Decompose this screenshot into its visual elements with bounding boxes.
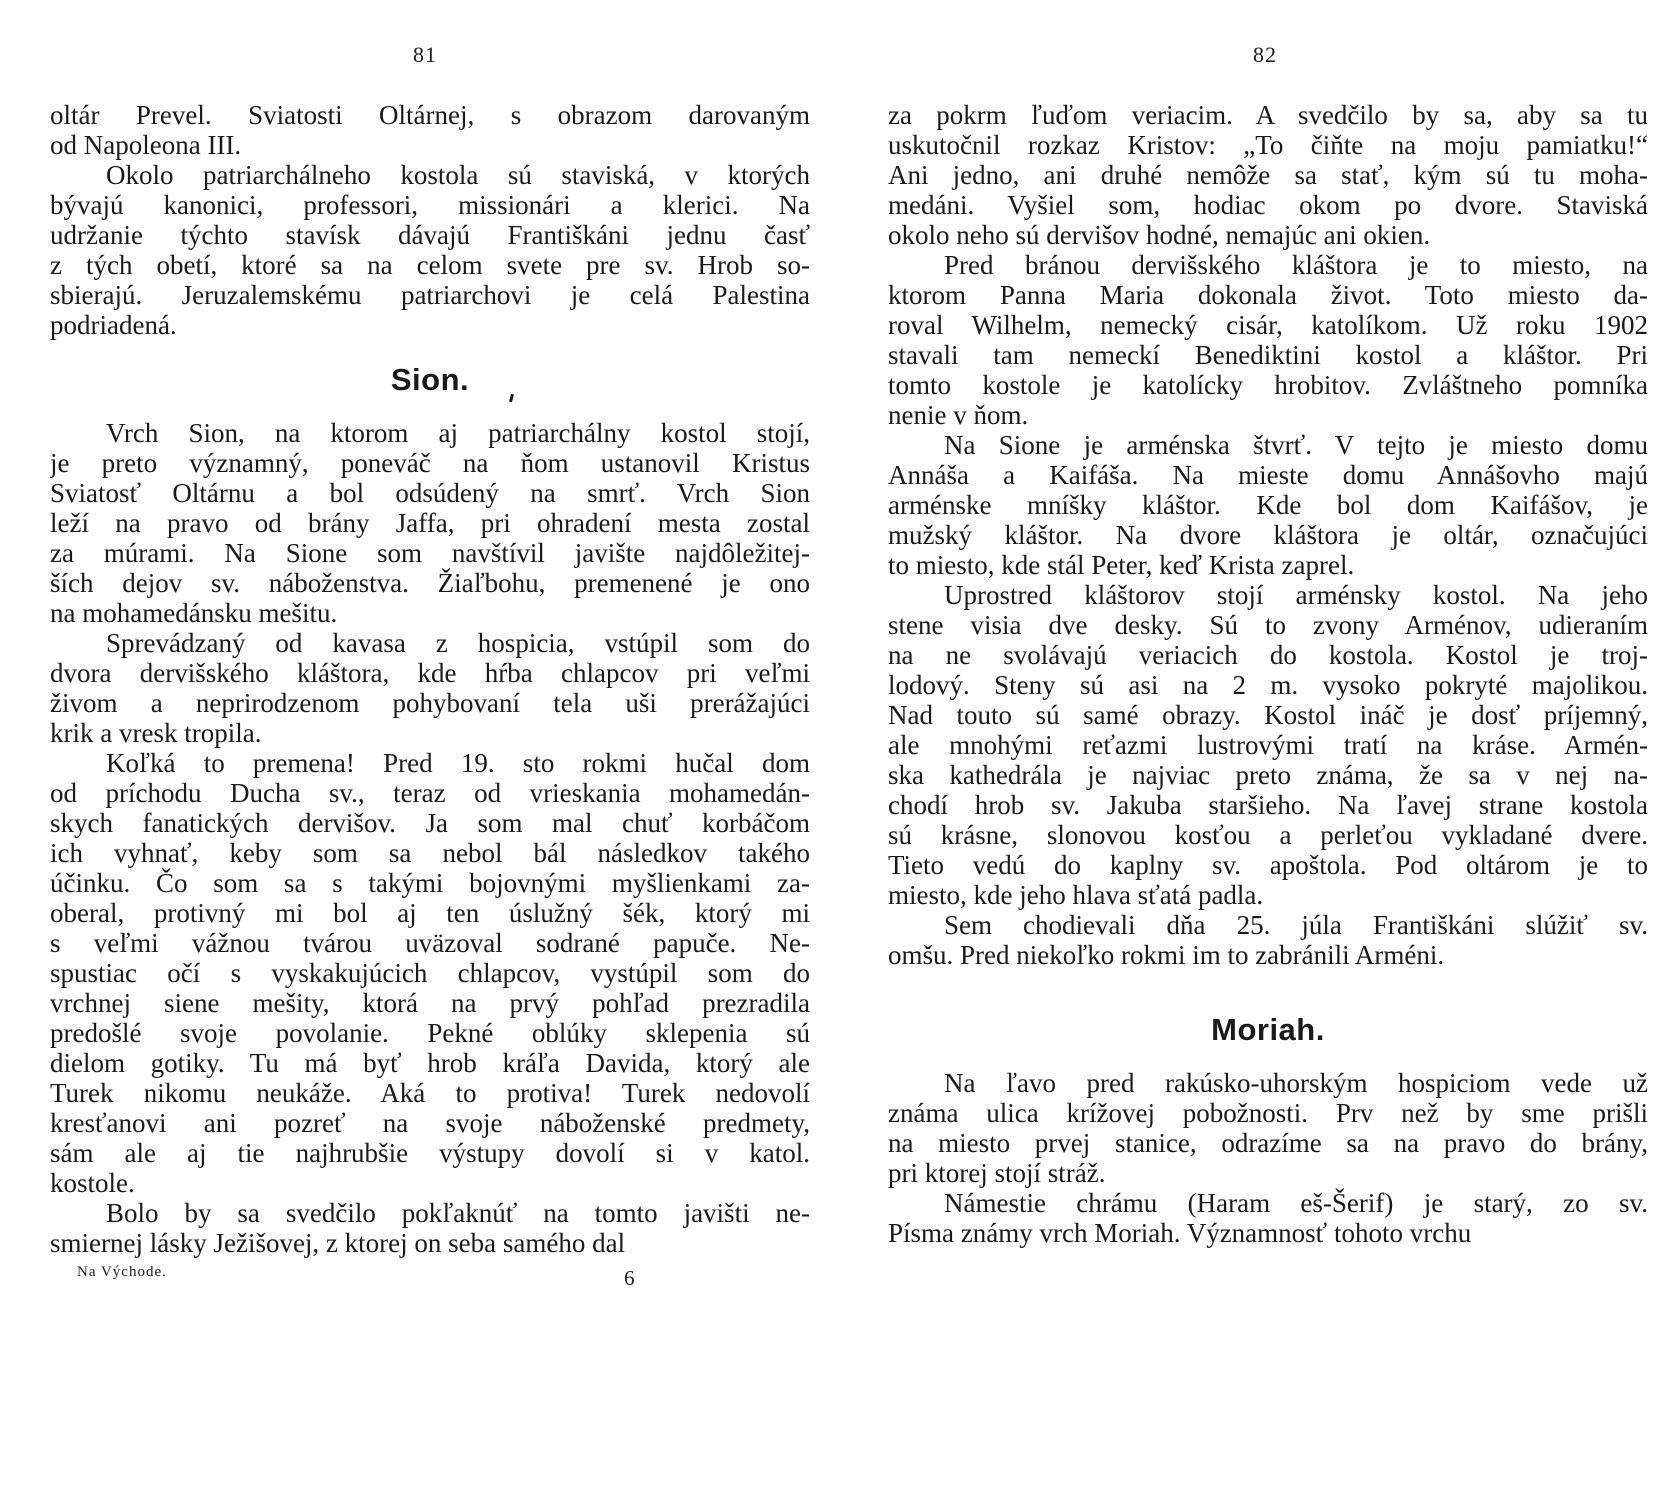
text-line: Vrch Sion, na ktorom aj patriarchálny kostol stojí, bbox=[106, 418, 810, 448]
text-line: nenie v ňom. bbox=[888, 400, 1029, 430]
right-paragraph-7 bbox=[888, 1188, 1648, 1248]
text-line: to miesto, kde stál Peter, keď Krista zaprel. bbox=[888, 550, 1355, 580]
text-line: predošlé svoje povolanie. Pekné oblúky sklepenia sú bbox=[50, 1018, 810, 1048]
text-line: Nad touto sú samé obrazy. Kostol ináč je dosť príjemný, bbox=[888, 700, 1648, 730]
text-line: pri ktorej stojí stráž. bbox=[888, 1158, 1106, 1188]
left-paragraph-6 bbox=[50, 1198, 810, 1258]
text-line: arménske mníšky kláštor. Kde bol dom Kaifášov, je bbox=[888, 490, 1648, 520]
right-paragraph-1 bbox=[888, 100, 1648, 250]
text-line: ale mnohými reťazmi lustrovými tratí na kráse. Armén- bbox=[888, 730, 1648, 760]
ink-speck bbox=[509, 394, 514, 403]
text-line: roval Wilhelm, nemecký cisár, katolíkom. Už roku 1902 bbox=[888, 310, 1648, 340]
text-line: sú krásne, slonovou kosťou a perleťou vykladané dvere. bbox=[888, 820, 1648, 850]
text-line: oltár Prevel. Sviatosti Oltárnej, s obrazom darovaným bbox=[50, 100, 810, 130]
text-line: chodí hrob sv. Jakuba staršieho. Na ľavej strane kostola bbox=[888, 790, 1648, 820]
text-line: ska kathedrála je najviac preto známa, že sa v nej na- bbox=[888, 760, 1648, 790]
right-paragraph-5 bbox=[888, 910, 1648, 970]
text-line: kostole. bbox=[50, 1168, 135, 1198]
text-line: Sem chodievali dňa 25. júla Františkáni slúžiť sv. bbox=[944, 910, 1648, 940]
text-line: uskutočnil rozkaz Kristov: „To čiňte na moju pamiatku!“ bbox=[888, 130, 1648, 160]
text-line: od Napoleona III. bbox=[50, 130, 242, 160]
page-number-left: 81 bbox=[413, 42, 437, 67]
text-line: Uprostred kláštorov stojí arménsky kostol. Na jeho bbox=[944, 580, 1648, 610]
text-line: miesto, kde jeho hlava sťatá padla. bbox=[888, 880, 1264, 910]
text-line: Sviatosť Oltárnu a bol odsúdený na smrť. Vrch Sion bbox=[50, 478, 810, 508]
text-line: omšu. Pred niekoľko rokmi im to zabránili Arméni. bbox=[888, 940, 1445, 970]
text-line: spustiac očí s vyskakujúcich chlapcov, vystúpil som do bbox=[50, 958, 810, 988]
right-paragraph-6 bbox=[888, 1068, 1648, 1188]
text-line: stene visia dve desky. Sú to zvony Arménov, udieraním bbox=[888, 610, 1648, 640]
text-line: dvora dervišského kláštora, kde hŕba chlapcov pri veľmi bbox=[50, 658, 810, 688]
text-line: dielom gotiky. Tu má byť hrob kráľa Davida, ktorý ale bbox=[50, 1048, 810, 1078]
text-line: mužský kláštor. Na dvore kláštora je oltár, označujúci bbox=[888, 520, 1648, 550]
left-paragraph-1 bbox=[50, 100, 810, 160]
text-line: vrchnej siene mešity, ktorá na prvý pohľad prezradila bbox=[50, 988, 810, 1018]
text-line: účinku. Čo som sa s takými bojovnými myšlienkami za- bbox=[50, 868, 810, 898]
text-line: tomto kostole je katolícky hrobitov. Zvláštneho pomníka bbox=[888, 370, 1648, 400]
running-footer-title: Na Východe. bbox=[77, 1264, 167, 1280]
text-line: z tých obetí, ktoré sa na celom svete pre sv. Hrob so- bbox=[50, 250, 810, 280]
text-line: ších dejov sv. náboženstva. Žiaľbohu, premenené je ono bbox=[50, 568, 810, 598]
text-line: ich vyhnať, keby som sa nebol bál následkov takého bbox=[50, 838, 810, 868]
section-heading-sion: Sion. bbox=[390, 362, 470, 397]
text-line: Koľká to premena! Pred 19. sto rokmi hučal dom bbox=[106, 748, 810, 778]
left-paragraph-4 bbox=[50, 628, 810, 748]
text-line: živom a neprirodzenom pohybovaní tela uši prerážajúci bbox=[50, 688, 810, 718]
text-line: za pokrm ľuďom veriacim. A svedčilo by sa, aby sa tu bbox=[888, 100, 1648, 130]
text-line: ktorom Panna Maria dokonala život. Toto miesto da- bbox=[888, 280, 1648, 310]
text-line: Pred bránou dervišského kláštora je to miesto, na bbox=[944, 250, 1648, 280]
text-line: Na Sione je arménska štvrť. V tejto je miesto domu bbox=[944, 430, 1648, 460]
text-line: oberal, protivný mi bol aj ten úslužný šék, ktorý mi bbox=[50, 898, 810, 928]
text-line: s veľmi vážnou tvárou uväzoval sodrané papuče. Ne- bbox=[50, 928, 810, 958]
left-paragraph-3 bbox=[50, 418, 810, 628]
text-line: Turek nikomu neukáže. Aká to protiva! Turek nedovolí bbox=[50, 1078, 810, 1108]
right-paragraph-4 bbox=[888, 580, 1648, 910]
text-line: okolo neho sú dervišov hodné, nemajúc ani okien. bbox=[888, 220, 1431, 250]
text-line: je preto významný, poneváč na ňom ustanovil Kristus bbox=[50, 448, 810, 478]
text-line: Annáša a Kaifáša. Na mieste domu Annášovho majú bbox=[888, 460, 1648, 490]
text-line: stavali tam nemeckí Benediktini kostol a kláštor. Pri bbox=[888, 340, 1648, 370]
text-line: Tieto vedú do kaplny sv. apoštola. Pod oltárom je to bbox=[888, 850, 1648, 880]
text-line: medáni. Vyšiel som, hodiac okom po dvore. Staviská bbox=[888, 190, 1648, 220]
text-line: leží na pravo od brány Jaffa, pri ohradení mesta zostal bbox=[50, 508, 810, 538]
text-line: bývajú kanonici, professori, missionári a klerici. Na bbox=[50, 190, 810, 220]
text-line: skych fanatických dervišov. Ja som mal chuť korbáčom bbox=[50, 808, 810, 838]
text-line: lodový. Steny sú asi na 2 m. vysoko pokryté majolikou. bbox=[888, 670, 1648, 700]
text-line: Námestie chrámu (Haram eš-Šerif) je starý, zo sv. bbox=[944, 1188, 1648, 1218]
left-paragraph-5 bbox=[50, 748, 810, 1198]
section-heading-moriah: Moriah. bbox=[1211, 1012, 1325, 1047]
text-line: sbierajú. Jeruzalemskému patriarchovi je celá Palestina bbox=[50, 280, 810, 310]
text-line: Okolo patriarchálneho kostola sú staviská, v ktorých bbox=[106, 160, 810, 190]
right-paragraph-2 bbox=[888, 250, 1648, 430]
text-line: kresťanovi ani pozreť na svoje náboženské predmety, bbox=[50, 1108, 810, 1138]
text-line: udržanie týchto stavísk dávajú Františkáni jednu časť bbox=[50, 220, 810, 250]
text-line: smiernej lásky Ježišovej, z ktorej on seba samého dal bbox=[50, 1228, 626, 1258]
text-line: na ne svolávajú veriacich do kostola. Kostol je troj- bbox=[888, 640, 1648, 670]
left-paragraph-2 bbox=[50, 160, 810, 340]
text-line: na mohamedánsku mešitu. bbox=[50, 598, 338, 628]
text-line: sám ale aj tie najhrubšie výstupy dovolí si v katol. bbox=[50, 1138, 810, 1168]
page-number-right: 82 bbox=[1253, 42, 1277, 67]
text-line: krik a vresk tropila. bbox=[50, 718, 262, 748]
text-line: za múrami. Na Sione som navštívil javište najdôležitej- bbox=[50, 538, 810, 568]
text-line: Bolo by sa svedčilo pokľaknúť na tomto javišti ne- bbox=[106, 1198, 810, 1228]
text-line: podriadená. bbox=[50, 310, 177, 340]
text-line: známa ulica krížovej pobožnosti. Prv než by sme prišli bbox=[888, 1098, 1648, 1128]
text-line: Písma známy vrch Moriah. Významnosť tohoto vrchu bbox=[888, 1218, 1472, 1248]
text-line: Ani jedno, ani druhé nemôže sa stať, kým sú tu moha- bbox=[888, 160, 1648, 190]
text-line: Na ľavo pred rakúsko-uhorským hospiciom vede už bbox=[944, 1068, 1648, 1098]
text-line: od príchodu Ducha sv., teraz od vrieskania mohamedán- bbox=[50, 778, 810, 808]
signature-mark: 6 bbox=[624, 1266, 636, 1290]
right-paragraph-3 bbox=[888, 430, 1648, 580]
text-line: Sprevádzaný od kavasa z hospicia, vstúpil som do bbox=[106, 628, 810, 658]
text-line: na miesto prvej stanice, odrazíme sa na pravo do brány, bbox=[888, 1128, 1648, 1158]
